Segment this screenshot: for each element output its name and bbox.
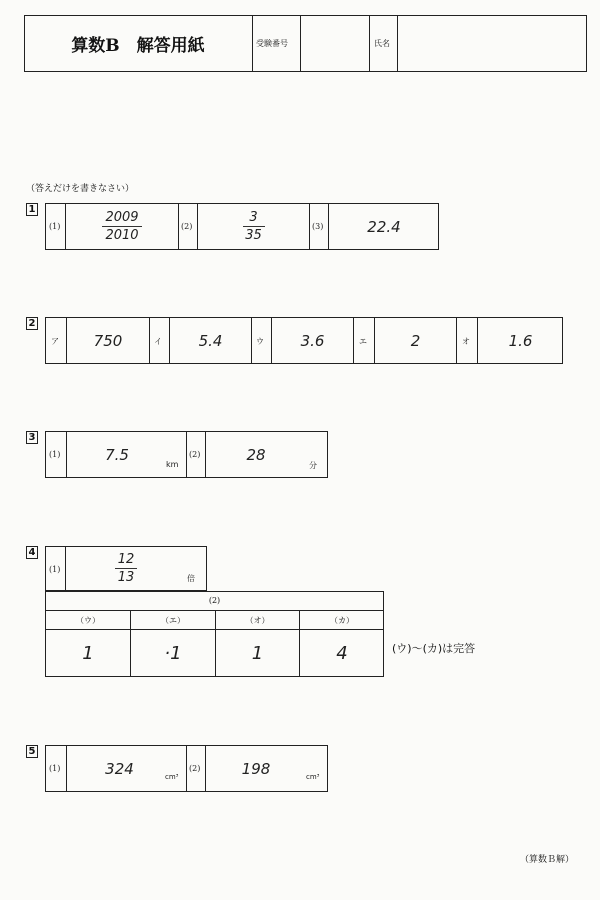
name-field[interactable] [398, 16, 586, 71]
q1-part1-answer[interactable] [66, 204, 178, 249]
page-title: 算数B 解答用紙 [71, 36, 205, 56]
q5-part1-label: (1) [49, 764, 61, 773]
q2-part-a-answer[interactable]: 750 [93, 331, 123, 350]
q1-part2-denominator: 35 [245, 228, 262, 243]
exam-number-field[interactable] [301, 16, 368, 71]
q2-part-u-label: ウ [256, 337, 264, 346]
q5-part1-unit: cm³ [165, 773, 179, 781]
q4-part1-unit: 倍 [187, 574, 195, 583]
q1-part2-answer[interactable] [198, 204, 309, 249]
instruction-text: （答えだけを書きなさい） [26, 184, 135, 194]
q1-part3-answer[interactable]: 22.4 [367, 217, 401, 236]
q4-col-u-header: （ウ） [76, 615, 100, 625]
q4-col-e-header: （エ） [161, 615, 185, 625]
page-footer: （算数Ｂ解） [520, 855, 575, 865]
q2-part-a-label: ア [51, 337, 59, 346]
question-4-number: 4 [26, 546, 38, 559]
q4-part1-answer[interactable] [66, 547, 186, 590]
q4-part1-label: (1) [49, 565, 61, 574]
q1-part1-label: (1) [49, 222, 61, 231]
q4-col-e-answer[interactable]: ·1 [164, 642, 182, 664]
q4-col-ka-answer[interactable]: 4 [336, 642, 348, 664]
q4-col-ka-header: （カ） [330, 615, 354, 625]
q2-part-e-label: エ [359, 337, 367, 346]
question-2-number: 2 [26, 317, 38, 330]
q3-part2-unit: 分 [309, 461, 317, 470]
name-label: 氏名 [374, 39, 390, 48]
question-3-number: 3 [26, 431, 38, 444]
q1-part1-numerator: 2009 [105, 210, 139, 225]
q4-part1-denominator: 13 [117, 570, 135, 585]
q2-part-e-answer[interactable]: 2 [410, 331, 421, 350]
q2-part-o-answer[interactable]: 1.6 [508, 331, 533, 350]
q2-part-o-label: オ [462, 337, 470, 346]
q5-part1-answer[interactable]: 324 [105, 759, 134, 778]
q3-part2-label: (2) [189, 450, 201, 459]
q2-part-i-answer[interactable]: 5.4 [198, 331, 223, 350]
q5-part2-unit: cm³ [306, 773, 320, 781]
q2-part-u-answer[interactable]: 3.6 [300, 331, 325, 350]
q3-part1-label: (1) [49, 450, 61, 459]
q1-part1-denominator: 2010 [105, 228, 139, 243]
q4-col-u-answer[interactable]: 1 [82, 642, 94, 664]
q4-part1-numerator: 12 [117, 552, 135, 567]
q4-col-o-header: （オ） [245, 615, 270, 625]
q3-part2-answer[interactable]: 28 [246, 445, 266, 464]
q5-part2-label: (2) [189, 764, 201, 773]
q5-part2-answer[interactable]: 198 [241, 759, 271, 778]
q3-part1-unit: km [166, 460, 179, 469]
q4-part2-label: (2) [208, 596, 221, 605]
q1-part2-numerator: 3 [249, 210, 258, 225]
question-1-number: 1 [26, 203, 38, 216]
q1-part3-label: (3) [312, 222, 324, 231]
q4-note: (ウ)～(カ)は完答 [392, 642, 476, 655]
q3-part1-answer[interactable]: 7.5 [105, 445, 129, 464]
q4-col-o-answer[interactable]: 1 [251, 642, 264, 664]
question-5-number: 5 [26, 745, 38, 758]
q2-part-i-label: イ [154, 337, 162, 346]
q1-part2-label: (2) [181, 222, 193, 231]
exam-number-label: 受験番号 [256, 39, 288, 48]
